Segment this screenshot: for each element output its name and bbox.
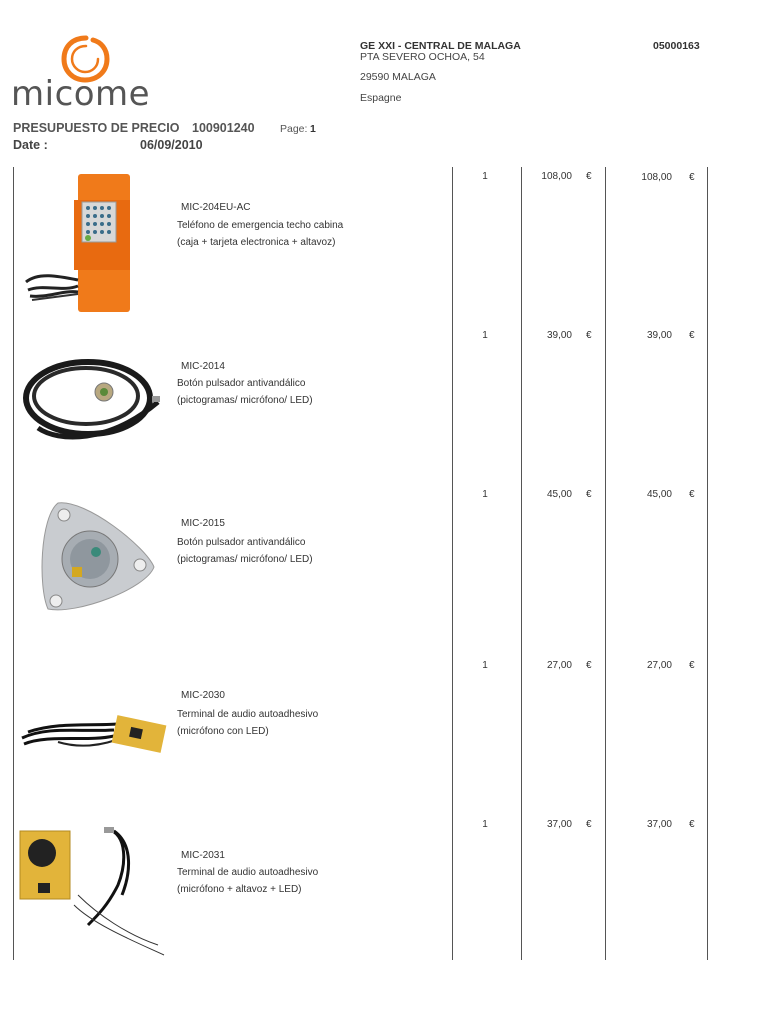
- item-unit-price: 37,00: [546, 819, 572, 830]
- table-row: [0, 657, 768, 817]
- item-unit-currency: €: [586, 660, 592, 671]
- item-description-detail: (pictogramas/ micrófono/ LED): [177, 395, 313, 406]
- audio-terminal-photo: [18, 702, 168, 762]
- item-total: 27,00: [646, 660, 672, 671]
- item-quantity: 1: [482, 171, 488, 182]
- item-ref: MIC-2015: [181, 518, 225, 529]
- client-code: 05000163: [653, 40, 700, 52]
- item-total-currency: €: [689, 819, 695, 830]
- triangular-button-plate-photo: [36, 497, 161, 622]
- item-description: Botón pulsador antivandálico: [177, 537, 306, 548]
- item-quantity: 1: [482, 330, 488, 341]
- table-row: [0, 817, 768, 960]
- micome-logo-text: micome: [11, 74, 151, 114]
- item-description: Teléfono de emergencia techo cabina: [177, 220, 344, 231]
- item-unit-price: 45,00: [546, 489, 572, 500]
- item-description-detail: (pictogramas/ micrófono/ LED): [177, 554, 313, 565]
- item-unit-currency: €: [586, 819, 592, 830]
- item-ref: MIC-204EU-AC: [181, 202, 251, 213]
- item-unit-price: 39,00: [546, 330, 572, 341]
- client-city: 29590 MALAGA: [360, 71, 436, 83]
- item-description-detail: (caja + tarjeta electronica + altavoz): [177, 237, 336, 248]
- item-total-currency: €: [689, 489, 695, 500]
- item-total-currency: €: [689, 172, 695, 183]
- item-quantity: 1: [482, 819, 488, 830]
- item-unit-price: 27,00: [546, 660, 572, 671]
- item-total: 39,00: [646, 330, 672, 341]
- item-total: 37,00: [646, 819, 672, 830]
- page-number: 1: [310, 123, 316, 135]
- quote-number: 100901240: [192, 121, 255, 135]
- item-description-detail: (micrófono con LED): [177, 726, 269, 737]
- item-ref: MIC-2031: [181, 850, 225, 861]
- item-description: Terminal de audio autoadhesivo: [177, 867, 319, 878]
- date-label: Date :: [13, 138, 48, 152]
- item-unit-price: 108,00: [541, 171, 572, 182]
- item-quantity: 1: [482, 660, 488, 671]
- item-ref: MIC-2030: [181, 690, 225, 701]
- item-total-currency: €: [689, 660, 695, 671]
- client-country: Espagne: [360, 92, 402, 104]
- table-row: [0, 167, 768, 327]
- item-unit-currency: €: [586, 489, 592, 500]
- push-button-cable-photo: [18, 352, 168, 447]
- item-total-currency: €: [689, 330, 695, 341]
- table-row: [0, 487, 768, 657]
- item-description: Botón pulsador antivandálico: [177, 378, 306, 389]
- item-unit-currency: €: [586, 171, 592, 182]
- item-description-detail: (micrófono + altavoz + LED): [177, 884, 302, 895]
- item-unit-currency: €: [586, 330, 592, 341]
- quote-title: PRESUPUESTO DE PRECIO: [13, 121, 180, 135]
- page-label: Page:: [280, 123, 308, 135]
- item-total: 108,00: [641, 172, 672, 183]
- item-quantity: 1: [482, 489, 488, 500]
- item-total: 45,00: [646, 489, 672, 500]
- item-description: Terminal de audio autoadhesivo: [177, 709, 319, 720]
- item-ref: MIC-2014: [181, 361, 225, 372]
- date-value: 06/09/2010: [140, 138, 203, 152]
- emergency-phone-photo: [18, 172, 138, 317]
- table-row: [0, 327, 768, 487]
- client-name: GE XXI - CENTRAL DE MALAGA: [360, 40, 521, 52]
- audio-terminal-speaker-photo: [18, 825, 173, 960]
- client-address: PTA SEVERO OCHOA, 54: [360, 51, 485, 63]
